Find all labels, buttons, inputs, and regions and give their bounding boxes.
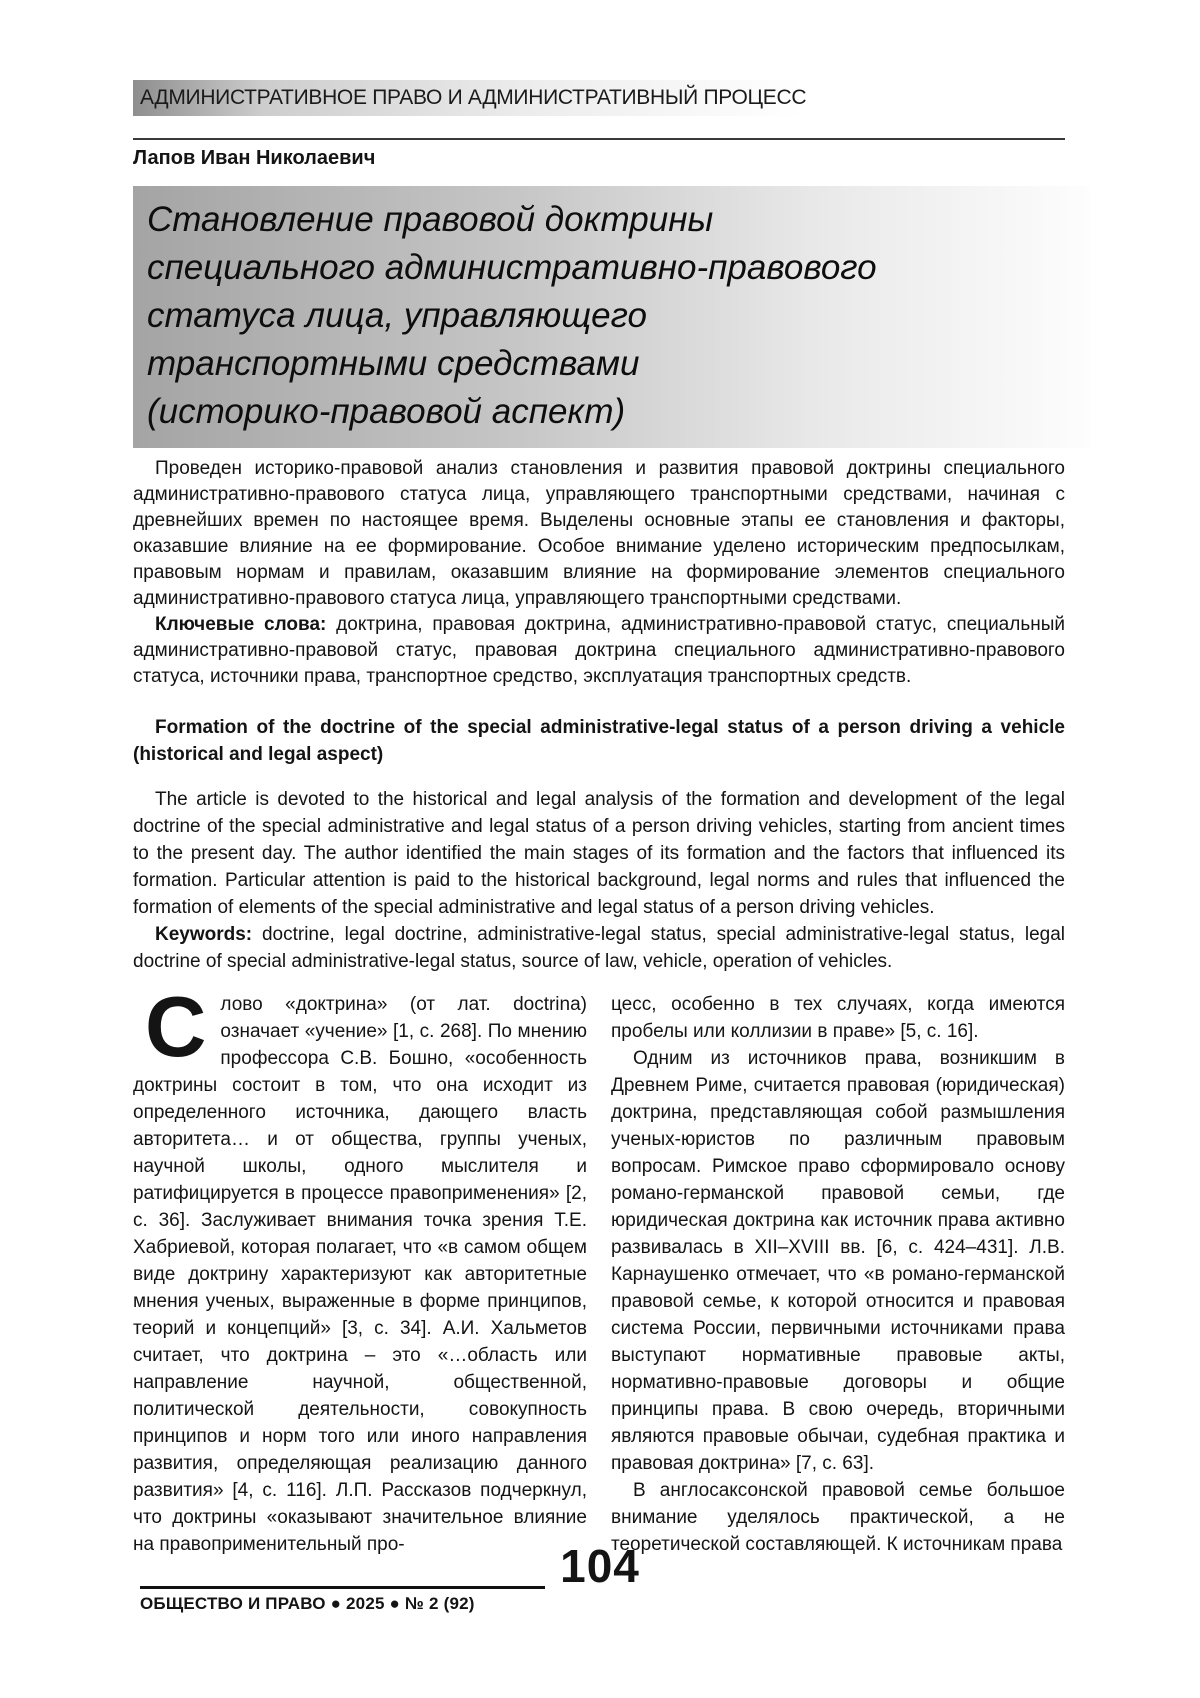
body-paragraph	[133, 980, 587, 1558]
article-title-en: Formation of the doctrine of the special administrative-legal status of a person driving a vehicle (historical and legal aspect)	[133, 717, 1065, 765]
header-divider	[133, 138, 1065, 140]
journal-info: ОБЩЕСТВО И ПРАВО ● 2025 ● № 2 (92)	[140, 1594, 475, 1613]
abstract-ru-text: Проведен историко-правовой анализ становления и развития правовой доктрины специального административно-правового статуса лица, управляющего транспортными средствами, начиная с древнейших времен по настоящее время. Выделены основные этапы ее становления и факторы, оказавшие влияние на ее формирование. Особое внимание уделено историческим предпосылкам, правовым нормам и правилам, оказавшим влияние на формирование элементов специального административно-правового статуса лица, управляющего транспортными средствами.	[133, 458, 1065, 609]
dropcap-letter: С	[145, 980, 207, 1075]
body-paragraph: В англосаксонской правовой семье большое внимание уделялось практической, а не теоретической составляющей. К источникам права	[611, 1480, 1065, 1555]
body-column-right	[611, 991, 1065, 1558]
abstract-en-block	[133, 786, 1065, 975]
author-name: Лапов Иван Николаевич	[133, 147, 376, 169]
footer-divider	[140, 1586, 545, 1589]
abstract-en-text: The article is devoted to the historical and legal analysis of the formation and development of the legal doctrine of the special administrative and legal status of a person driving vehicles, starting from ancient times to the present day. The author identified the main stages of its formation and the factors that influenced its formation. Particular attention is paid to the historical background, legal norms and rules that influenced the formation of elements of the special administrative and legal status of a person driving vehicles.	[133, 789, 1065, 918]
section-header-strip	[133, 80, 1065, 116]
body-paragraph-text: лово «доктрина» (от лат. doctrina) означает «учение» [1, с. 268]. По мнению профессора С.В. Бошно, «особенность доктрины состоит в том, что она исходит из определенного источника, дающего власть авторитета… и от общества, группы ученых, научной школы, одного мыслителя и ратифицируется в процессе правоприменения» [2, с. 36]. Заслуживает внимания точка зрения Т.Е. Хабриевой, которая полагает, что «в самом общем виде доктрину характеризуют как авторитетные мнения ученых, выраженные в форме принципов, теорий и концепций» [3, с. 34]. А.И. Хальметов считает, что доктрина – это «…область или направление научной, общественной, политической деятельности, совокупность принципов и норм того или иного направления развития, определяющая реализацию данного развития» [4, с. 116]. Л.П. Рассказов подчеркнул, что доктрины «оказывают значительное влияние на правоприменительный про-	[133, 994, 587, 1555]
keywords-ru	[133, 612, 1065, 690]
body-columns	[133, 980, 1065, 1558]
keywords-ru-text: доктрина, правовая доктрина, административно-правовой статус, специальный административно-правовой статус, правовая доктрина специального административно-правового статуса, источники права, транспортное средство, эксплуатация транспортных средств.	[133, 614, 1065, 687]
article-title-ru: Становление правовой доктрины специального административно-правового статуса лица, управляющего транспортными средствами (историко-правовой аспект)	[133, 186, 1090, 448]
body-column-left	[133, 980, 587, 1558]
abstract-ru-block	[133, 456, 1065, 690]
body-paragraph: цесс, особенно в тех случаях, когда имеются пробелы или коллизии в праве» [5, с. 16].	[611, 994, 1065, 1042]
keywords-en	[133, 921, 1065, 975]
page-content	[133, 80, 1065, 1558]
section-title: АДМИНИСТРАТИВНОЕ ПРАВО И АДМИНИСТРАТИВНЫЙ ПРОЦЕСС	[140, 86, 807, 109]
keywords-en-text: doctrine, legal doctrine, administrative-legal status, special administrative-legal status, legal doctrine of special administrative-legal status, source of law, vehicle, operation of vehicles.	[133, 924, 1065, 972]
page-number: 104	[560, 1540, 640, 1592]
body-paragraph: Одним из источников права, возникшим в Древнем Риме, считается правовая (юридическая) доктрина, представляющая собой размышления ученых-юристов по различным правовым вопросам. Римское право сформировало основу романо-германской правовой семьи, где юридическая доктрина как источник права активно развивалась в XII–XVIII вв. [6, с. 424–431]. Л.В. Карнаушенко отмечает, что «в романо-германской правовой семье, к которой относится и правовая система России, первичными источниками права выступают нормативные правовые акты, нормативно-правовые договоры и общие принципы права. В свою очередь, вторичными являются правовые обычаи, судебная практика и правовая доктрина» [7, с. 63].	[611, 1048, 1065, 1474]
keywords-en-label: Keywords:	[155, 924, 253, 945]
keywords-ru-label: Ключевые слова:	[155, 614, 327, 635]
